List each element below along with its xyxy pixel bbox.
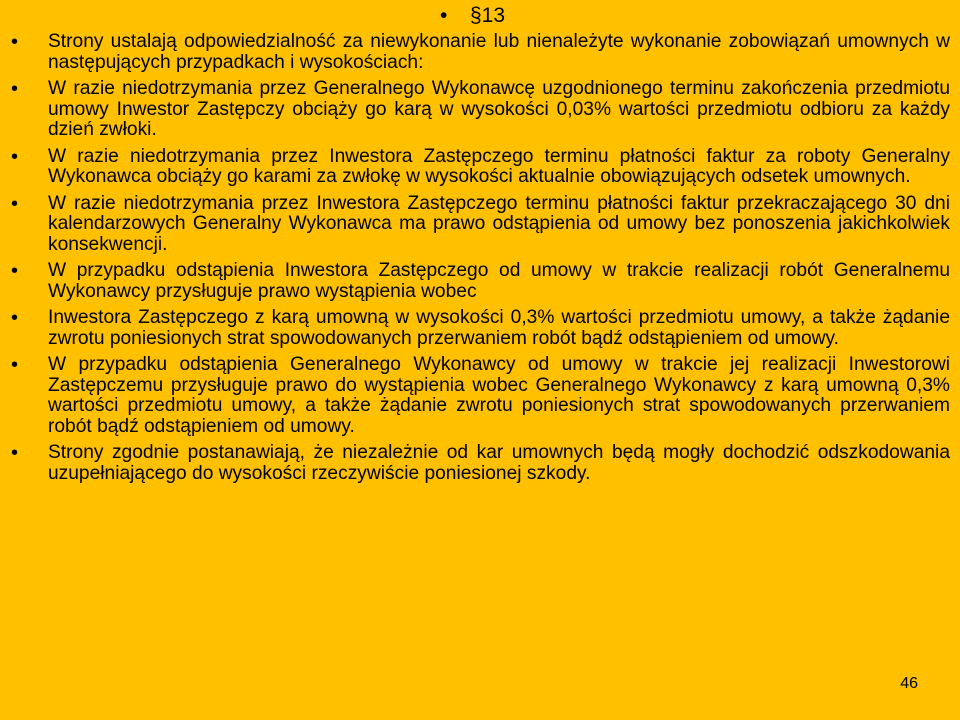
bullet-icon: • bbox=[440, 4, 448, 27]
bullet-icon: • bbox=[11, 192, 19, 215]
list-item bbox=[0, 194, 960, 256]
list-item bbox=[0, 308, 960, 349]
list-item-text: W razie niedotrzymania przez Generalnego Wykonawcę uzgodnionego terminu zakończenia przedmiotu umowy Inwestor Zastępczy obciąży go karą w wysokości 0,03% wartości przedmiotu odbioru za każdy dzień zwłoki. bbox=[48, 78, 950, 140]
list-item bbox=[0, 443, 960, 484]
list-item bbox=[0, 147, 960, 188]
bullet-list bbox=[0, 32, 960, 490]
bullet-icon: • bbox=[11, 260, 19, 282]
list-item bbox=[0, 32, 960, 73]
list-item bbox=[0, 261, 960, 302]
bullet-icon: • bbox=[11, 145, 19, 168]
list-item-text: W przypadku odstąpienia Inwestora Zastępczego od umowy w trakcie realizacji robót Generalnemu Wykonawcy przysługuje prawo wystąpienia wobec bbox=[48, 260, 950, 302]
section-heading-text: §13 bbox=[470, 4, 506, 27]
section-heading bbox=[440, 4, 505, 28]
bullet-icon: • bbox=[11, 78, 19, 100]
list-item-text: Inwestora Zastępczego z karą umowną w wysokości 0,3% wartości przedmiotu umowy, a także żądanie zwrotu poniesionych strat spowodowanych przerwaniem robót bądź odstąpieniem od umowy. bbox=[48, 307, 950, 349]
list-item-text: Strony zgodnie postanawiają, że niezależnie od kar umownych będą mogły dochodzić odszkodowania uzupełniającego do wysokości rzeczywiście poniesionej szkody. bbox=[48, 442, 950, 484]
list-item-text: Strony ustalają odpowiedzialność za niewykonanie lub nienależyte wykonanie zobowiązań umownych w następujących przypadkach i wysokościach: bbox=[48, 31, 950, 73]
list-item-text: W razie niedotrzymania przez Inwestora Zastępczego terminu płatności faktur za roboty Generalny Wykonawca obciąży go karami za zwłokę w wysokości aktualnie obowiązujących odsetek umownych. bbox=[48, 145, 950, 187]
bullet-icon: • bbox=[11, 31, 19, 53]
bullet-icon: • bbox=[11, 442, 19, 464]
bullet-icon: • bbox=[11, 354, 19, 376]
page-number: 46 bbox=[900, 675, 918, 692]
list-item bbox=[0, 79, 960, 141]
list-item-text: W przypadku odstąpienia Generalnego Wykonawcy od umowy w trakcie jej realizacji Inwestorowi Zastępczemu przysługuje prawo do wystąpienia wobec Generalnego Wykonawcy z karą umowną 0,3% wartości przedmiotu umowy, a także żądanie zwrotu poniesionych strat spowodowanych przerwaniem robót bądź odstąpieniem od umowy. bbox=[48, 354, 950, 437]
bullet-icon: • bbox=[11, 307, 19, 329]
list-item bbox=[0, 355, 960, 437]
list-item-text: W razie niedotrzymania przez Inwestora Zastępczego terminu płatności faktur przekraczającego 30 dni kalendarzowych Generalny Wykonawca ma prawo odstąpienia od umowy bez ponoszenia jakichkolwiek konsekwencji. bbox=[48, 192, 950, 255]
